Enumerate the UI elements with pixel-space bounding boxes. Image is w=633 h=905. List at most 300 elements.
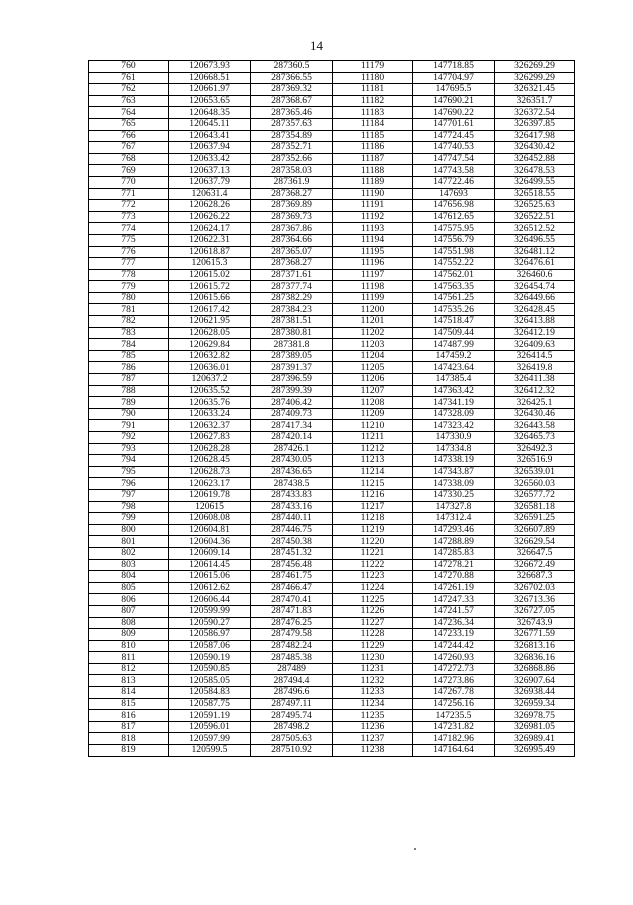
x-coordinate-b: 147551.98 (413, 246, 495, 258)
y-coordinate-a: 287451.32 (251, 547, 333, 559)
y-coordinate-b: 326743.9 (495, 617, 575, 629)
y-coordinate-b: 326492.3 (495, 443, 575, 455)
x-coordinate-b: 147740.53 (413, 142, 495, 154)
point-number-a: 773 (89, 211, 169, 223)
x-coordinate-b: 147561.25 (413, 292, 495, 304)
x-coordinate-a: 120629.84 (169, 339, 251, 351)
point-number-b: 11213 (333, 455, 413, 467)
point-number-b: 11203 (333, 339, 413, 351)
x-coordinate-b: 147556.79 (413, 234, 495, 246)
y-coordinate-a: 287471.83 (251, 605, 333, 617)
y-coordinate-a: 287433.83 (251, 489, 333, 501)
point-number-b: 11225 (333, 594, 413, 606)
y-coordinate-a: 287364.66 (251, 234, 333, 246)
table-row (89, 142, 575, 154)
x-coordinate-b: 147233.19 (413, 629, 495, 641)
y-coordinate-b: 326577.72 (495, 489, 575, 501)
table-row (89, 397, 575, 409)
x-coordinate-a: 120627.83 (169, 432, 251, 444)
point-number-b: 11237 (333, 733, 413, 745)
x-coordinate-b: 147695.5 (413, 84, 495, 96)
y-coordinate-a: 287352.71 (251, 142, 333, 154)
y-coordinate-a: 287409.73 (251, 408, 333, 420)
x-coordinate-b: 147743.58 (413, 165, 495, 177)
x-coordinate-a: 120590.27 (169, 617, 251, 629)
point-number-a: 814 (89, 687, 169, 699)
table-row (89, 605, 575, 617)
table-row (89, 536, 575, 548)
point-number-a: 789 (89, 397, 169, 409)
x-coordinate-a: 120637.94 (169, 142, 251, 154)
table-row (89, 478, 575, 490)
point-number-a: 769 (89, 165, 169, 177)
point-number-a: 808 (89, 617, 169, 629)
point-number-a: 790 (89, 408, 169, 420)
point-number-a: 781 (89, 304, 169, 316)
table-row (89, 675, 575, 687)
table-row (89, 420, 575, 432)
point-number-a: 771 (89, 188, 169, 200)
point-number-b: 11205 (333, 362, 413, 374)
x-coordinate-b: 147535.26 (413, 304, 495, 316)
x-coordinate-b: 147518.47 (413, 316, 495, 328)
table-row (89, 652, 575, 664)
x-coordinate-a: 120628.73 (169, 466, 251, 478)
x-coordinate-b: 147244.42 (413, 640, 495, 652)
y-coordinate-b: 326269.29 (495, 61, 575, 73)
point-number-b: 11189 (333, 176, 413, 188)
x-coordinate-a: 120653.65 (169, 95, 251, 107)
point-number-a: 791 (89, 420, 169, 432)
x-coordinate-b: 147552.22 (413, 258, 495, 270)
y-coordinate-a: 287352.66 (251, 153, 333, 165)
point-number-a: 811 (89, 652, 169, 664)
x-coordinate-a: 120596.01 (169, 721, 251, 733)
y-coordinate-b: 326629.54 (495, 536, 575, 548)
point-number-a: 784 (89, 339, 169, 351)
x-coordinate-b: 147612.65 (413, 211, 495, 223)
x-coordinate-a: 120635.52 (169, 385, 251, 397)
x-coordinate-a: 120621.95 (169, 316, 251, 328)
x-coordinate-b: 147338.09 (413, 478, 495, 490)
point-number-a: 782 (89, 316, 169, 328)
point-number-b: 11217 (333, 501, 413, 513)
y-coordinate-b: 326516.9 (495, 455, 575, 467)
point-number-b: 11182 (333, 95, 413, 107)
y-coordinate-b: 326478.53 (495, 165, 575, 177)
table-row (89, 258, 575, 270)
point-number-b: 11208 (333, 397, 413, 409)
x-coordinate-a: 120599.99 (169, 605, 251, 617)
point-number-a: 816 (89, 710, 169, 722)
point-number-b: 11236 (333, 721, 413, 733)
stray-mark (414, 848, 416, 850)
point-number-a: 767 (89, 142, 169, 154)
x-coordinate-b: 147278.21 (413, 559, 495, 571)
y-coordinate-b: 326522.51 (495, 211, 575, 223)
point-number-b: 11196 (333, 258, 413, 270)
y-coordinate-a: 287485.38 (251, 652, 333, 664)
y-coordinate-b: 326412.32 (495, 385, 575, 397)
point-number-a: 786 (89, 362, 169, 374)
x-coordinate-a: 120615.72 (169, 281, 251, 293)
x-coordinate-b: 147328.09 (413, 408, 495, 420)
point-number-b: 11186 (333, 142, 413, 154)
point-number-b: 11218 (333, 513, 413, 525)
x-coordinate-b: 147293.46 (413, 524, 495, 536)
page-number: 14 (310, 38, 323, 53)
y-coordinate-a: 287440.11 (251, 513, 333, 525)
point-number-b: 11185 (333, 130, 413, 142)
point-number-a: 818 (89, 733, 169, 745)
point-number-b: 11206 (333, 374, 413, 386)
table-row (89, 501, 575, 513)
y-coordinate-a: 287450.38 (251, 536, 333, 548)
y-coordinate-a: 287382.29 (251, 292, 333, 304)
x-coordinate-a: 120599.5 (169, 745, 251, 757)
y-coordinate-a: 287406.42 (251, 397, 333, 409)
y-coordinate-b: 326581.18 (495, 501, 575, 513)
point-number-b: 11216 (333, 489, 413, 501)
x-coordinate-b: 147330.25 (413, 489, 495, 501)
x-coordinate-b: 147423.64 (413, 362, 495, 374)
table-row (89, 513, 575, 525)
point-number-a: 794 (89, 455, 169, 467)
x-coordinate-a: 120668.51 (169, 72, 251, 84)
y-coordinate-b: 326476.61 (495, 258, 575, 270)
y-coordinate-a: 287497.11 (251, 698, 333, 710)
table-row (89, 385, 575, 397)
x-coordinate-a: 120673.93 (169, 61, 251, 73)
point-number-b: 11209 (333, 408, 413, 420)
y-coordinate-a: 287368.27 (251, 258, 333, 270)
x-coordinate-a: 120587.75 (169, 698, 251, 710)
table-row (89, 84, 575, 96)
point-number-a: 779 (89, 281, 169, 293)
point-number-a: 772 (89, 200, 169, 212)
point-number-a: 803 (89, 559, 169, 571)
x-coordinate-a: 120615.02 (169, 269, 251, 281)
table-row (89, 408, 575, 420)
point-number-a: 807 (89, 605, 169, 617)
x-coordinate-a: 120628.28 (169, 443, 251, 455)
point-number-a: 775 (89, 234, 169, 246)
point-number-a: 783 (89, 327, 169, 339)
y-coordinate-b: 326647.5 (495, 547, 575, 559)
y-coordinate-a: 287361.9 (251, 176, 333, 188)
point-number-b: 11221 (333, 547, 413, 559)
point-number-b: 11195 (333, 246, 413, 258)
x-coordinate-b: 147334.8 (413, 443, 495, 455)
point-number-b: 11215 (333, 478, 413, 490)
point-number-b: 11211 (333, 432, 413, 444)
point-number-b: 11222 (333, 559, 413, 571)
table-row (89, 118, 575, 130)
x-coordinate-b: 147385.4 (413, 374, 495, 386)
y-coordinate-a: 287482.24 (251, 640, 333, 652)
y-coordinate-a: 287505.63 (251, 733, 333, 745)
y-coordinate-a: 287381.8 (251, 339, 333, 351)
x-coordinate-b: 147323.42 (413, 420, 495, 432)
table-row (89, 617, 575, 629)
point-number-a: 802 (89, 547, 169, 559)
y-coordinate-b: 326409.63 (495, 339, 575, 351)
y-coordinate-b: 326978.75 (495, 710, 575, 722)
x-coordinate-a: 120635.76 (169, 397, 251, 409)
y-coordinate-b: 326560.03 (495, 478, 575, 490)
x-coordinate-b: 147267.78 (413, 687, 495, 699)
x-coordinate-a: 120604.36 (169, 536, 251, 548)
y-coordinate-b: 326417.98 (495, 130, 575, 142)
point-number-a: 762 (89, 84, 169, 96)
y-coordinate-b: 326430.46 (495, 408, 575, 420)
table-row (89, 304, 575, 316)
point-number-a: 810 (89, 640, 169, 652)
x-coordinate-b: 147747.54 (413, 153, 495, 165)
x-coordinate-b: 147164.64 (413, 745, 495, 757)
point-number-a: 801 (89, 536, 169, 548)
y-coordinate-b: 326414.5 (495, 350, 575, 362)
point-number-a: 793 (89, 443, 169, 455)
table-row (89, 455, 575, 467)
y-coordinate-a: 287426.1 (251, 443, 333, 455)
point-number-b: 11193 (333, 223, 413, 235)
x-coordinate-a: 120636.01 (169, 362, 251, 374)
x-coordinate-a: 120648.35 (169, 107, 251, 119)
point-number-b: 11188 (333, 165, 413, 177)
x-coordinate-a: 120623.17 (169, 478, 251, 490)
x-coordinate-b: 147690.21 (413, 95, 495, 107)
x-coordinate-b: 147236.34 (413, 617, 495, 629)
x-coordinate-a: 120643.41 (169, 130, 251, 142)
table-row (89, 559, 575, 571)
table-row (89, 107, 575, 119)
point-number-a: 817 (89, 721, 169, 733)
x-coordinate-a: 120612.62 (169, 582, 251, 594)
y-coordinate-b: 326989.41 (495, 733, 575, 745)
y-coordinate-b: 326539.01 (495, 466, 575, 478)
point-number-a: 770 (89, 176, 169, 188)
point-number-b: 11198 (333, 281, 413, 293)
y-coordinate-b: 326351.7 (495, 95, 575, 107)
y-coordinate-a: 287476.25 (251, 617, 333, 629)
x-coordinate-a: 120633.42 (169, 153, 251, 165)
table-row (89, 733, 575, 745)
table-row (89, 629, 575, 641)
y-coordinate-a: 287489 (251, 663, 333, 675)
y-coordinate-b: 326512.52 (495, 223, 575, 235)
x-coordinate-b: 147704.97 (413, 72, 495, 84)
table-row (89, 721, 575, 733)
y-coordinate-b: 326981.05 (495, 721, 575, 733)
y-coordinate-b: 326397.85 (495, 118, 575, 130)
table-row (89, 234, 575, 246)
y-coordinate-b: 326771.59 (495, 629, 575, 641)
x-coordinate-a: 120615.3 (169, 258, 251, 270)
point-number-b: 11202 (333, 327, 413, 339)
y-coordinate-a: 287466.47 (251, 582, 333, 594)
point-number-b: 11200 (333, 304, 413, 316)
x-coordinate-a: 120626.22 (169, 211, 251, 223)
table-row (89, 292, 575, 304)
y-coordinate-b: 326465.73 (495, 432, 575, 444)
table-row (89, 176, 575, 188)
y-coordinate-a: 287420.14 (251, 432, 333, 444)
y-coordinate-b: 326496.55 (495, 234, 575, 246)
x-coordinate-b: 147363.42 (413, 385, 495, 397)
x-coordinate-b: 147231.82 (413, 721, 495, 733)
y-coordinate-b: 326713.36 (495, 594, 575, 606)
y-coordinate-b: 326413.88 (495, 316, 575, 328)
x-coordinate-a: 120617.42 (169, 304, 251, 316)
y-coordinate-b: 326995.49 (495, 745, 575, 757)
x-coordinate-a: 120645.11 (169, 118, 251, 130)
table-row (89, 188, 575, 200)
point-number-b: 11181 (333, 84, 413, 96)
x-coordinate-a: 120608.08 (169, 513, 251, 525)
x-coordinate-a: 120615 (169, 501, 251, 513)
point-number-b: 11229 (333, 640, 413, 652)
x-coordinate-b: 147288.89 (413, 536, 495, 548)
point-number-a: 777 (89, 258, 169, 270)
point-number-a: 800 (89, 524, 169, 536)
y-coordinate-a: 287479.58 (251, 629, 333, 641)
x-coordinate-b: 147562.01 (413, 269, 495, 281)
table-row (89, 663, 575, 675)
y-coordinate-b: 326938.44 (495, 687, 575, 699)
y-coordinate-b: 326481.12 (495, 246, 575, 258)
point-number-a: 797 (89, 489, 169, 501)
point-number-b: 11179 (333, 61, 413, 73)
point-number-b: 11233 (333, 687, 413, 699)
x-coordinate-b: 147235.5 (413, 710, 495, 722)
y-coordinate-a: 287495.74 (251, 710, 333, 722)
y-coordinate-a: 287380.81 (251, 327, 333, 339)
x-coordinate-a: 120632.37 (169, 420, 251, 432)
point-number-a: 785 (89, 350, 169, 362)
y-coordinate-b: 326813.16 (495, 640, 575, 652)
point-number-b: 11227 (333, 617, 413, 629)
table-row (89, 246, 575, 258)
point-number-b: 11191 (333, 200, 413, 212)
y-coordinate-a: 287510.92 (251, 745, 333, 757)
y-coordinate-b: 326868.86 (495, 663, 575, 675)
point-number-b: 11192 (333, 211, 413, 223)
y-coordinate-b: 326518.55 (495, 188, 575, 200)
point-number-b: 11223 (333, 571, 413, 583)
y-coordinate-a: 287433.16 (251, 501, 333, 513)
table-row (89, 362, 575, 374)
x-coordinate-a: 120587.06 (169, 640, 251, 652)
y-coordinate-a: 287470.41 (251, 594, 333, 606)
x-coordinate-b: 147330.9 (413, 432, 495, 444)
table-row (89, 153, 575, 165)
y-coordinate-a: 287358.03 (251, 165, 333, 177)
point-number-a: 780 (89, 292, 169, 304)
x-coordinate-b: 147256.16 (413, 698, 495, 710)
x-coordinate-a: 120606.44 (169, 594, 251, 606)
y-coordinate-b: 326419.8 (495, 362, 575, 374)
y-coordinate-b: 326443.58 (495, 420, 575, 432)
point-number-b: 11219 (333, 524, 413, 536)
y-coordinate-a: 287368.27 (251, 188, 333, 200)
x-coordinate-a: 120590.85 (169, 663, 251, 675)
point-number-a: 806 (89, 594, 169, 606)
y-coordinate-a: 287496.6 (251, 687, 333, 699)
x-coordinate-b: 147724.45 (413, 130, 495, 142)
table-row (89, 547, 575, 559)
point-number-b: 11194 (333, 234, 413, 246)
x-coordinate-a: 120631.4 (169, 188, 251, 200)
x-coordinate-b: 147722.46 (413, 176, 495, 188)
y-coordinate-a: 287354.89 (251, 130, 333, 142)
x-coordinate-b: 147261.19 (413, 582, 495, 594)
y-coordinate-b: 326907.64 (495, 675, 575, 687)
x-coordinate-b: 147690.22 (413, 107, 495, 119)
table-row (89, 489, 575, 501)
y-coordinate-b: 326499.55 (495, 176, 575, 188)
x-coordinate-a: 120618.87 (169, 246, 251, 258)
y-coordinate-a: 287381.51 (251, 316, 333, 328)
x-coordinate-b: 147327.8 (413, 501, 495, 513)
y-coordinate-a: 287430.05 (251, 455, 333, 467)
point-number-a: 764 (89, 107, 169, 119)
point-number-a: 809 (89, 629, 169, 641)
x-coordinate-a: 120632.82 (169, 350, 251, 362)
point-number-a: 796 (89, 478, 169, 490)
y-coordinate-a: 287367.86 (251, 223, 333, 235)
table-row (89, 710, 575, 722)
y-coordinate-a: 287369.89 (251, 200, 333, 212)
x-coordinate-a: 120586.97 (169, 629, 251, 641)
x-coordinate-b: 147509.44 (413, 327, 495, 339)
coordinates-table-body (89, 61, 575, 757)
x-coordinate-a: 120584.83 (169, 687, 251, 699)
point-number-a: 813 (89, 675, 169, 687)
x-coordinate-a: 120628.26 (169, 200, 251, 212)
table-row (89, 594, 575, 606)
point-number-b: 11235 (333, 710, 413, 722)
x-coordinate-b: 147341.19 (413, 397, 495, 409)
point-number-b: 11224 (333, 582, 413, 594)
point-number-b: 11183 (333, 107, 413, 119)
x-coordinate-a: 120628.45 (169, 455, 251, 467)
point-number-b: 11190 (333, 188, 413, 200)
x-coordinate-b: 147487.99 (413, 339, 495, 351)
y-coordinate-b: 326372.54 (495, 107, 575, 119)
point-number-b: 11197 (333, 269, 413, 281)
y-coordinate-a: 287360.5 (251, 61, 333, 73)
y-coordinate-b: 326449.66 (495, 292, 575, 304)
y-coordinate-a: 287446.75 (251, 524, 333, 536)
point-number-a: 819 (89, 745, 169, 757)
table-row (89, 211, 575, 223)
point-number-b: 11204 (333, 350, 413, 362)
table-row (89, 269, 575, 281)
point-number-a: 763 (89, 95, 169, 107)
y-coordinate-a: 287365.07 (251, 246, 333, 258)
table-row (89, 61, 575, 73)
table-row (89, 687, 575, 699)
table-row (89, 640, 575, 652)
point-number-b: 11212 (333, 443, 413, 455)
x-coordinate-a: 120615.06 (169, 571, 251, 583)
x-coordinate-b: 147241.57 (413, 605, 495, 617)
x-coordinate-a: 120619.78 (169, 489, 251, 501)
y-coordinate-a: 287494.4 (251, 675, 333, 687)
point-number-b: 11226 (333, 605, 413, 617)
point-number-b: 11238 (333, 745, 413, 757)
